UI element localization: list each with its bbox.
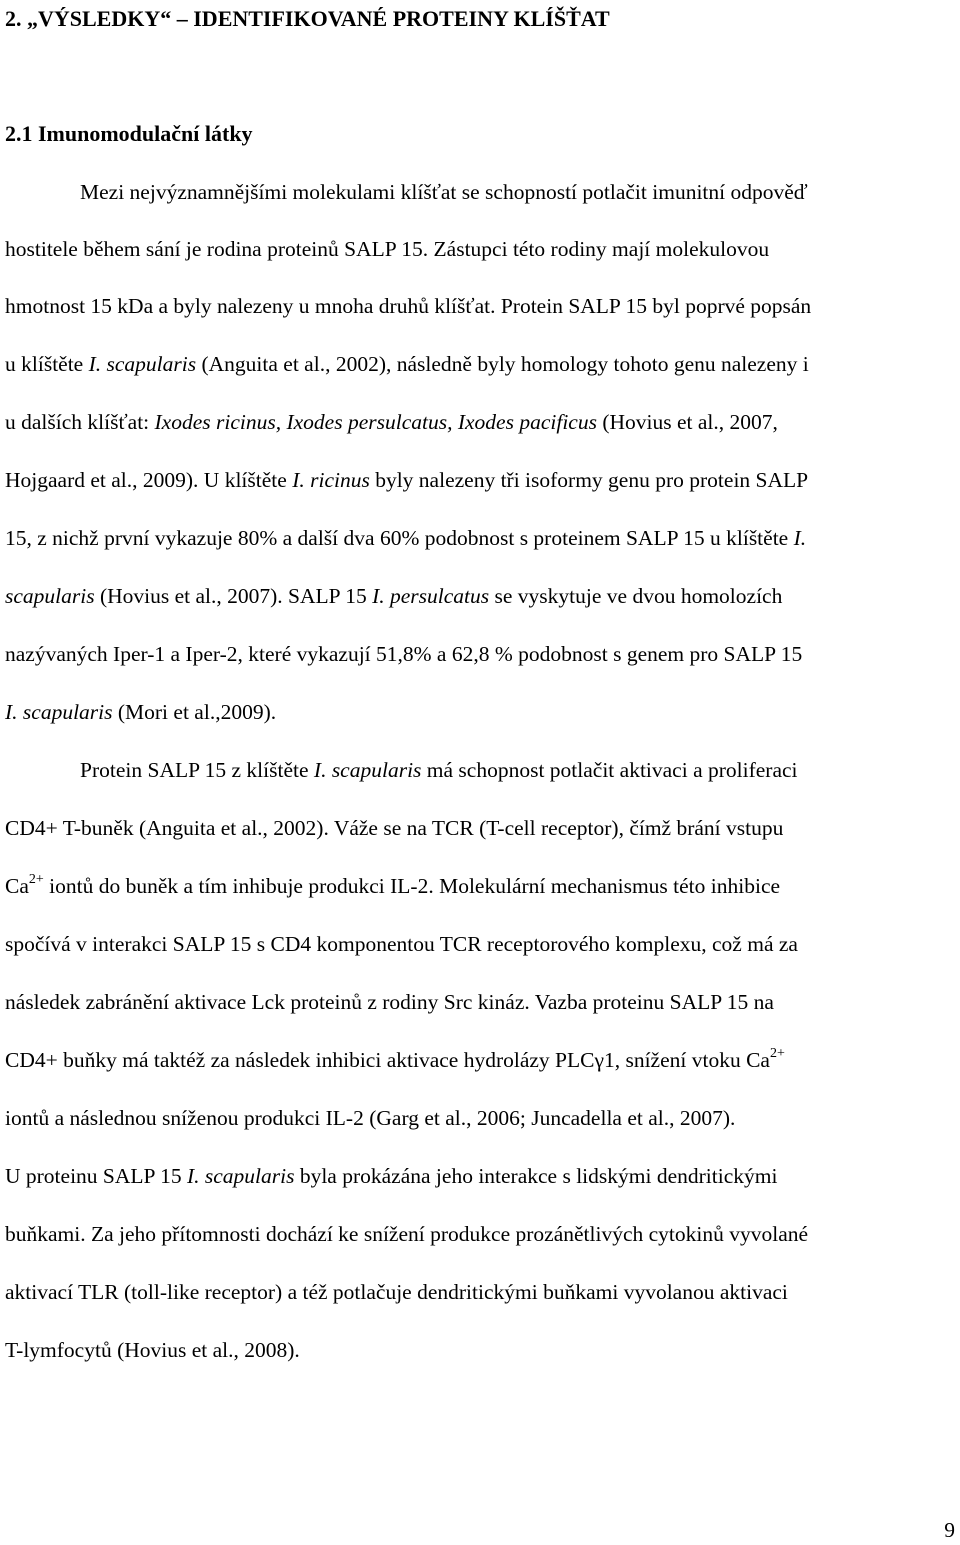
paragraph-1-line-2: hostitele během sání je rodina proteinů SALP 15. Zástupci této rodiny mají molekulovou [5, 237, 770, 261]
species-name: I. ricinus [292, 468, 370, 492]
species-name: I. persulcatus [372, 584, 490, 608]
page-number: 9 [944, 1518, 955, 1542]
text-span: U proteinu SALP 15 [5, 1164, 187, 1188]
species-name: I. scapularis [5, 700, 113, 724]
paragraph-2-line-6 [5, 1046, 955, 1072]
superscript: 2+ [769, 1046, 785, 1061]
text-span: byla prokázána jeho interakce s lidskými dendritickými [294, 1164, 778, 1188]
text-span: Hojgaard et al., 2009). U klíštěte [5, 468, 293, 492]
text-span: (Hovius et al., 2007, [596, 410, 778, 434]
section-title: 2. „VÝSLEDKY“ – IDENTIFIKOVANÉ PROTEINY KLÍŠŤAT [5, 6, 610, 31]
text-span: Ca [5, 874, 29, 898]
paragraph-3-line-4: T-lymfocytů (Hovius et al., 2008). [5, 1338, 300, 1362]
species-name: Ixodes ricinus, Ixodes persulcatus, Ixodes pacificus [154, 410, 597, 434]
paragraph-1-line-8 [5, 586, 955, 608]
subsection-title: 2.1 Imunomodulační látky [5, 121, 253, 146]
text-span: se vyskytuje ve dvou homolozích [489, 584, 783, 608]
text-span: iontů do buněk a tím inhibuje produkci IL-2. Molekulární mechanismus této inhibice [43, 874, 781, 898]
text-span: 15, z nichž první vykazuje 80% a další dva 60% podobnost s proteinem SALP 15 u klíštěte [5, 526, 794, 550]
paragraph-1-line-4 [5, 354, 955, 376]
species-name: I. [793, 526, 807, 550]
paragraph-2-line-4: spočívá v interakci SALP 15 s CD4 komponentou TCR receptorového komplexu, což má za [5, 932, 798, 956]
paragraph-1-line-10 [5, 702, 955, 724]
paragraph-2-line-1 [80, 760, 955, 782]
species-name: I. scapularis [186, 1164, 295, 1188]
text-span: (Anguita et al., 2002), následně byly homology tohoto genu nalezeny i [196, 352, 809, 376]
text-span: byly nalezeny tři isoformy genu pro protein SALP [369, 468, 809, 492]
text-span: (Mori et al.,2009). [112, 700, 277, 724]
paragraph-1-line-7 [5, 528, 955, 550]
paragraph-3-line-2: buňkami. Za jeho přítomnosti dochází ke snížení produkce prozánětlivých cytokinů vyvolané [5, 1222, 809, 1246]
paragraph-1-line-5 [5, 412, 955, 434]
paragraph-2-line-2: CD4+ T-buněk (Anguita et al., 2002). Váže se na TCR (T-cell receptor), čímž brání vstupu [5, 816, 784, 840]
text-span: Protein SALP 15 z klíštěte [80, 758, 314, 782]
paragraph-3-line-3: aktivací TLR (toll-like receptor) a též potlačuje dendritickými buňkami vyvolanou aktivaci [5, 1280, 788, 1304]
paragraph-1-line-1: Mezi nejvýznamnějšími molekulami klíšťat se schopností potlačit imunitní odpověď [80, 180, 808, 204]
superscript: 2+ [28, 872, 44, 887]
species-name: I. scapularis [88, 352, 197, 376]
species-name: I. scapularis [313, 758, 422, 782]
species-name: scapularis [5, 584, 95, 608]
text-span: u klíštěte [5, 352, 89, 376]
paragraph-2-line-3 [5, 872, 955, 898]
paragraph-2-line-7: iontů a následnou sníženou produkci IL-2 (Garg et al., 2006; Juncadella et al., 2007). [5, 1106, 736, 1130]
paragraph-3-line-1 [5, 1166, 955, 1188]
text-span: u dalších klíšťat: [5, 410, 155, 434]
text-span: (Hovius et al., 2007). SALP 15 [94, 584, 373, 608]
paragraph-2-line-5: následek zabránění aktivace Lck proteinů z rodiny Src kináz. Vazba proteinu SALP 15 na [5, 990, 774, 1014]
paragraph-1-line-6 [5, 470, 955, 492]
text-span: CD4+ buňky má taktéž za následek inhibici aktivace hydrolázy PLCγ1, snížení vtoku Ca [5, 1048, 770, 1072]
paragraph-1-line-3: hmotnost 15 kDa a byly nalezeny u mnoha druhů klíšťat. Protein SALP 15 byl poprvé popsán [5, 294, 812, 318]
text-span: má schopnost potlačit aktivaci a proliferaci [421, 758, 798, 782]
paragraph-1-line-9: nazývaných Iper-1 a Iper-2, které vykazují 51,8% a 62,8 % podobnost s genem pro SALP 15 [5, 642, 803, 666]
